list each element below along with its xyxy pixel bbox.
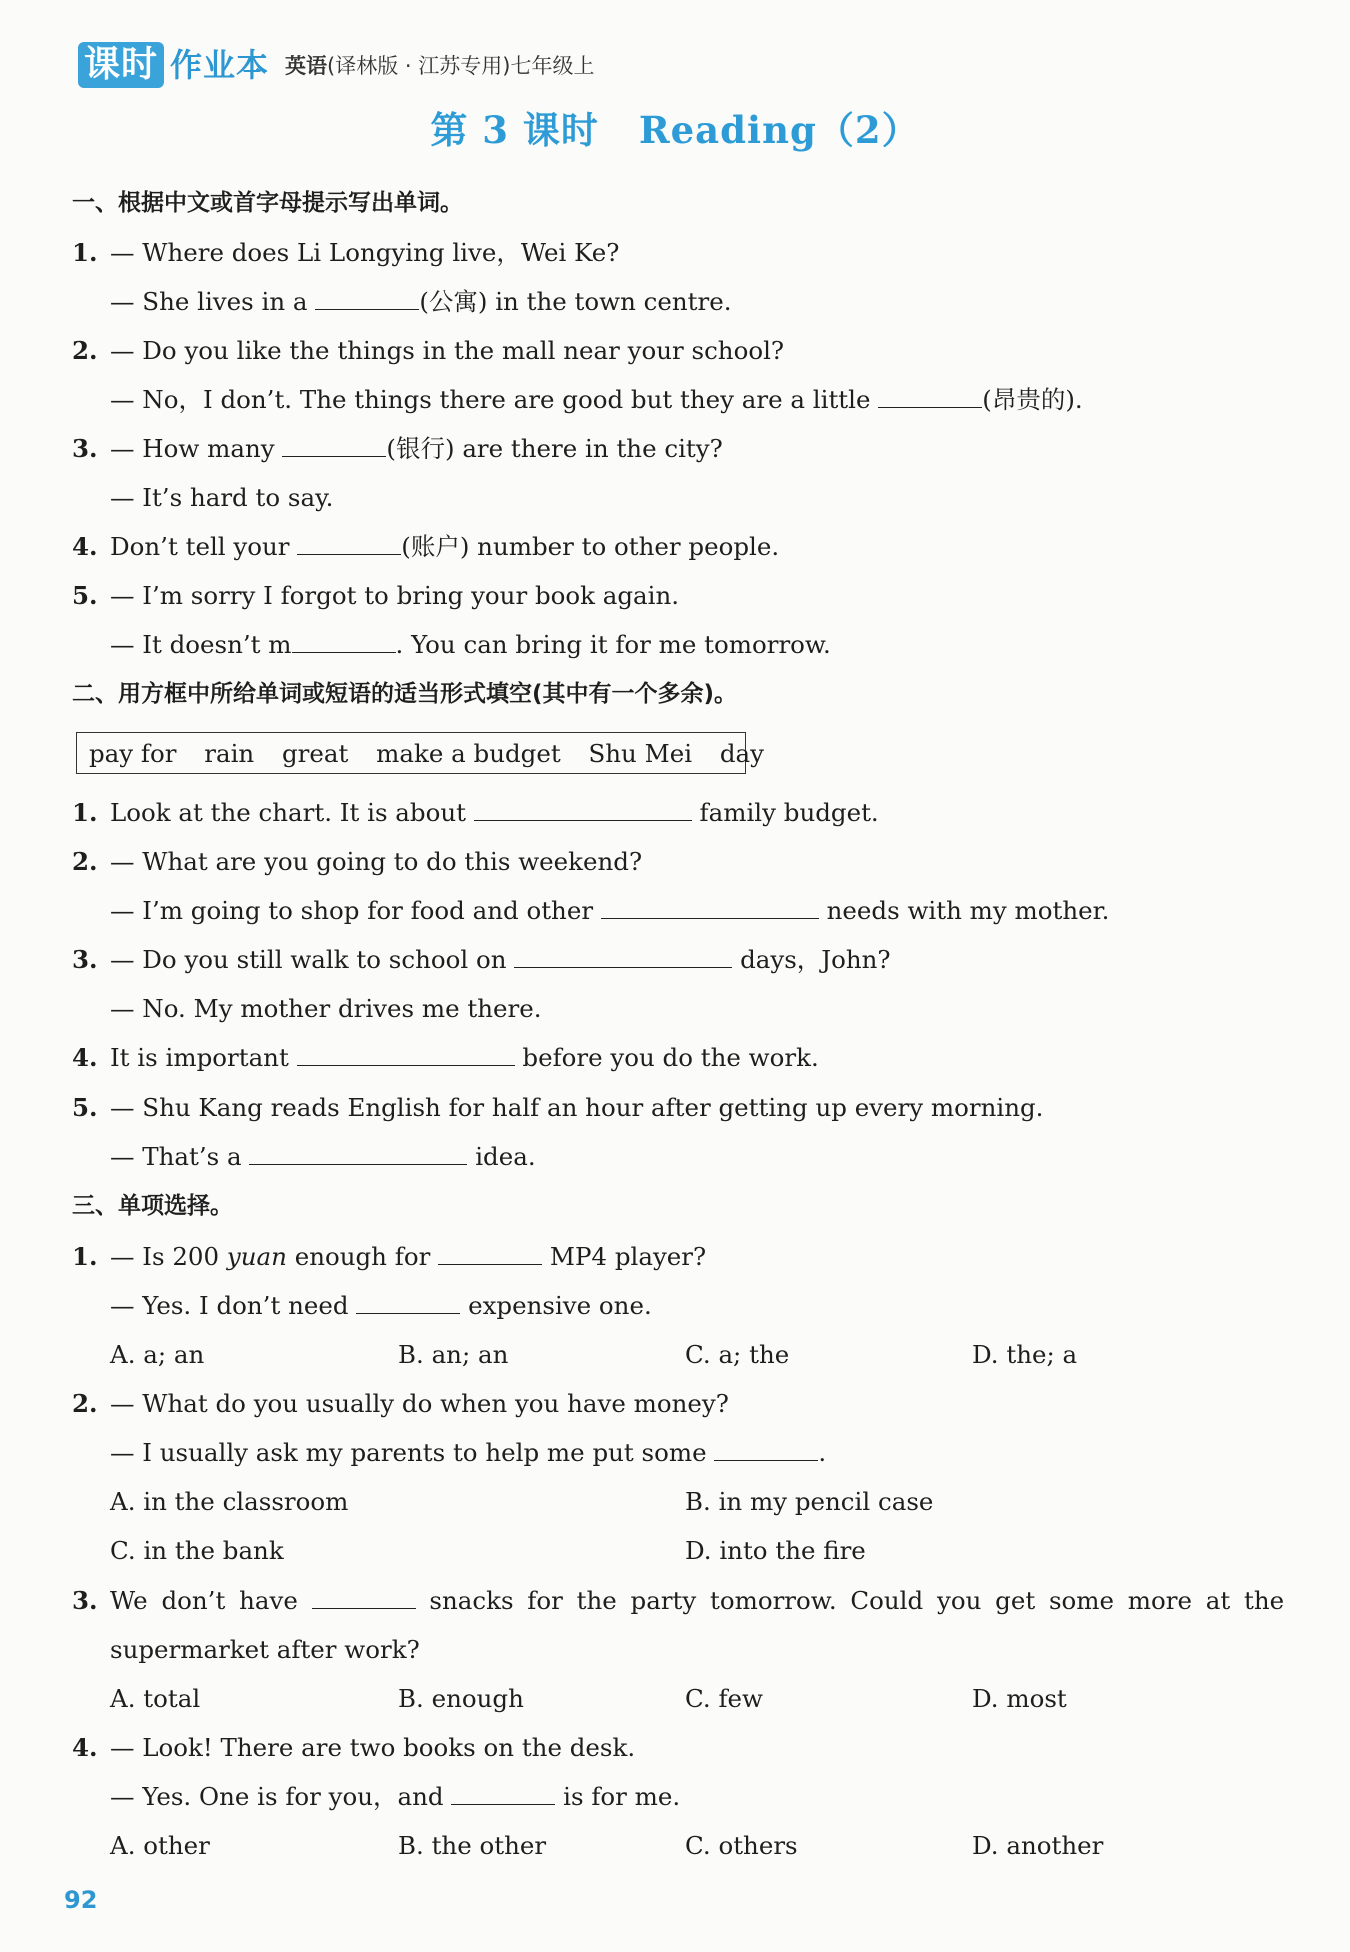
question-text: — Where does Li Longying live，Wei Ke? bbox=[110, 238, 620, 267]
question-text: (账户) number to other people. bbox=[401, 532, 780, 561]
lesson-topic: Reading（2） bbox=[638, 108, 920, 152]
question-number: 5. bbox=[72, 1093, 98, 1122]
question-text: — I’m going to shop for food and other bbox=[110, 896, 601, 925]
question-text: . bbox=[818, 1438, 827, 1467]
question-number: 1. bbox=[72, 798, 98, 827]
s3-q3-option-c[interactable]: C. few bbox=[685, 1684, 763, 1713]
answer-blank[interactable] bbox=[438, 1240, 542, 1265]
word-bank-item: make a budget bbox=[376, 739, 561, 768]
question-number: 3. bbox=[72, 945, 98, 974]
question-text: — How many bbox=[110, 434, 283, 463]
brand-logo-a: 课时 bbox=[78, 42, 164, 88]
s2-q2-line1 bbox=[72, 845, 642, 879]
s3-q1-option-b[interactable]: B. an; an bbox=[398, 1340, 509, 1369]
s1-q1-line2 bbox=[110, 285, 732, 319]
question-number: 3. bbox=[72, 434, 98, 463]
question-text: Don’t tell your bbox=[110, 532, 298, 561]
s3-q1-line2 bbox=[110, 1289, 652, 1323]
s1-q1-line1 bbox=[72, 236, 619, 270]
header bbox=[78, 38, 594, 88]
s3-q1-option-a[interactable]: A. a; an bbox=[110, 1340, 205, 1369]
s1-q4-line1 bbox=[72, 530, 779, 564]
question-text: family budget. bbox=[691, 798, 879, 827]
s3-q1-option-c[interactable]: C. a; the bbox=[685, 1340, 790, 1369]
s1-q3-line1 bbox=[72, 432, 723, 466]
question-text: — That’s a bbox=[110, 1142, 250, 1171]
answer-blank[interactable] bbox=[297, 1041, 515, 1066]
s1-q5-line2 bbox=[110, 628, 831, 662]
s3-q4-option-a[interactable]: A. other bbox=[110, 1831, 210, 1860]
question-text: before you do the work. bbox=[514, 1043, 819, 1072]
question-text: — I’m sorry I forgot to bring your book again. bbox=[110, 581, 680, 610]
question-text: — Is 200 bbox=[110, 1242, 227, 1271]
s2-q5-line1 bbox=[72, 1091, 1043, 1125]
question-number: 3. bbox=[72, 1586, 98, 1615]
answer-blank[interactable] bbox=[474, 796, 692, 821]
s2-q3-line2: — No. My mother drives me there. bbox=[110, 994, 542, 1023]
s2-q2-line2 bbox=[110, 894, 1109, 928]
s3-q3-option-a[interactable]: A. total bbox=[110, 1684, 201, 1713]
s3-q2-option-b[interactable]: B. in my pencil case bbox=[685, 1487, 934, 1516]
subject-label bbox=[285, 44, 594, 88]
question-text: — Look! There are two books on the desk. bbox=[110, 1733, 636, 1762]
s2-q3-line1 bbox=[72, 943, 891, 977]
s3-q2-line1 bbox=[72, 1387, 729, 1421]
page-number: 92 bbox=[64, 1886, 98, 1914]
question-text: — She lives in a bbox=[110, 287, 316, 316]
question-text: enough for bbox=[286, 1242, 439, 1271]
s3-q3-line1 bbox=[72, 1584, 1284, 1618]
s3-q1-line1 bbox=[72, 1240, 706, 1274]
page-title bbox=[0, 100, 1350, 154]
question-text: idea. bbox=[467, 1142, 536, 1171]
s1-q5-line1 bbox=[72, 579, 679, 613]
question-text: — No，I don’t. The things there are good but they are a little bbox=[110, 385, 879, 414]
answer-blank[interactable] bbox=[356, 1289, 460, 1314]
question-text: is for me. bbox=[555, 1782, 681, 1811]
subject-name: 英语 bbox=[285, 54, 328, 78]
s3-q4-option-c[interactable]: C. others bbox=[685, 1831, 798, 1860]
question-number: 2. bbox=[72, 847, 98, 876]
lesson-number: 第 3 课时 bbox=[430, 108, 599, 152]
question-number: 2. bbox=[72, 336, 98, 365]
question-text: — Do you still walk to school on bbox=[110, 945, 515, 974]
answer-blank[interactable] bbox=[878, 383, 982, 408]
question-text: — Shu Kang reads English for half an hour after getting up every morning. bbox=[110, 1093, 1044, 1122]
question-number: 1. bbox=[72, 1242, 98, 1271]
question-number: 1. bbox=[72, 238, 98, 267]
answer-blank[interactable] bbox=[315, 285, 419, 310]
answer-blank[interactable] bbox=[297, 530, 401, 555]
s3-q3-line2: supermarket after work? bbox=[110, 1635, 420, 1664]
word-bank-item: great bbox=[281, 739, 349, 768]
s3-q1-option-d[interactable]: D. the; a bbox=[972, 1340, 1078, 1369]
word-bank-item: Shu Mei bbox=[588, 739, 693, 768]
s3-q4-option-d[interactable]: D. another bbox=[972, 1831, 1104, 1860]
section3-heading: 三、单项选择。 bbox=[72, 1193, 233, 1219]
question-text: — Yes. I don’t need bbox=[110, 1291, 357, 1320]
s3-q2-option-c[interactable]: C. in the bank bbox=[110, 1536, 284, 1565]
question-text: snacks for the party tomorrow. Could you get some more at the bbox=[415, 1586, 1285, 1615]
question-number: 4. bbox=[72, 1733, 98, 1762]
question-text: — What are you going to do this weekend? bbox=[110, 847, 643, 876]
answer-blank[interactable] bbox=[292, 628, 396, 653]
s3-q3-option-d[interactable]: D. most bbox=[972, 1684, 1067, 1713]
italic-word: yuan bbox=[226, 1242, 287, 1271]
section2-heading: 二、用方框中所给单词或短语的适当形式填空(其中有一个多余)。 bbox=[72, 681, 738, 707]
s3-q2-option-d[interactable]: D. into the fire bbox=[685, 1536, 866, 1565]
word-bank-box bbox=[76, 732, 764, 774]
question-text: Look at the chart. It is about bbox=[110, 798, 474, 827]
question-number: 4. bbox=[72, 532, 98, 561]
answer-blank[interactable] bbox=[451, 1780, 555, 1805]
question-text: expensive one. bbox=[460, 1291, 652, 1320]
question-text: It is important bbox=[110, 1043, 297, 1072]
s1-q3-line2: — It’s hard to say. bbox=[110, 483, 334, 512]
question-text: (公寓) in the town centre. bbox=[419, 287, 732, 316]
s2-q4-line1 bbox=[72, 1041, 819, 1075]
question-text: . You can bring it for me tomorrow. bbox=[395, 630, 831, 659]
s2-q1-line1 bbox=[72, 796, 879, 830]
question-text: — I usually ask my parents to help me put some bbox=[110, 1438, 715, 1467]
answer-blank[interactable] bbox=[282, 432, 386, 457]
question-text: needs with my mother. bbox=[818, 896, 1110, 925]
question-text: (昂贵的). bbox=[982, 385, 1083, 414]
s1-q2-line2 bbox=[110, 383, 1083, 417]
word-bank-item: day bbox=[719, 739, 764, 768]
s3-q2-line2 bbox=[110, 1436, 826, 1470]
s3-q4-option-b[interactable]: B. the other bbox=[398, 1831, 547, 1860]
question-text: We don’t have bbox=[110, 1586, 312, 1615]
question-text: — Yes. One is for you，and bbox=[110, 1782, 452, 1811]
answer-blank[interactable] bbox=[601, 894, 819, 919]
brand-logo-b: 作业本 bbox=[170, 46, 270, 84]
question-text: — It doesn’t m bbox=[110, 630, 292, 659]
s1-q2-line1 bbox=[72, 334, 784, 368]
answer-blank[interactable] bbox=[312, 1584, 416, 1609]
edition-label: (译林版 · 江苏专用)七年级上 bbox=[327, 54, 595, 78]
question-number: 4. bbox=[72, 1043, 98, 1072]
answer-blank[interactable] bbox=[249, 1140, 467, 1165]
question-text: — Do you like the things in the mall near your school? bbox=[110, 336, 785, 365]
question-text: (银行) are there in the city? bbox=[386, 434, 723, 463]
s2-q5-line2 bbox=[110, 1140, 536, 1174]
s3-q3-option-b[interactable]: B. enough bbox=[398, 1684, 524, 1713]
question-text: — What do you usually do when you have money? bbox=[110, 1389, 729, 1418]
s3-q4-line2 bbox=[110, 1780, 680, 1814]
answer-blank[interactable] bbox=[714, 1436, 818, 1461]
word-bank-item: pay for bbox=[89, 739, 177, 768]
question-number: 5. bbox=[72, 581, 98, 610]
s3-q2-option-a[interactable]: A. in the classroom bbox=[110, 1487, 349, 1516]
question-number: 2. bbox=[72, 1389, 98, 1418]
answer-blank[interactable] bbox=[514, 943, 732, 968]
question-text: days，John? bbox=[732, 945, 891, 974]
s3-q4-line1 bbox=[72, 1731, 635, 1765]
word-bank-item: rain bbox=[204, 739, 255, 768]
section1-heading: 一、根据中文或首字母提示写出单词。 bbox=[72, 190, 463, 216]
question-text: MP4 player? bbox=[542, 1242, 707, 1271]
